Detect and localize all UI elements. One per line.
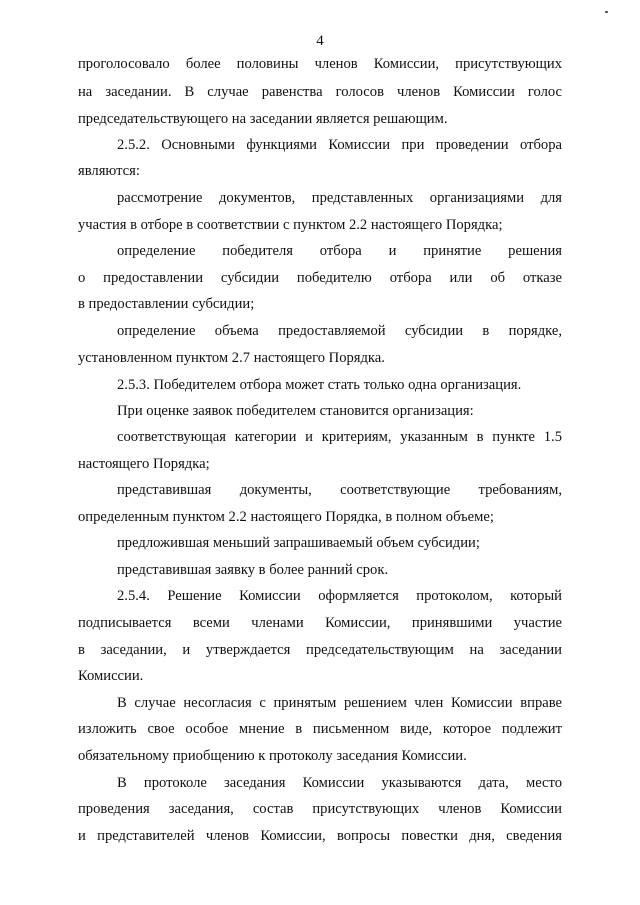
text-line: определенным пунктом 2.2 настоящего Порядка, в полном объеме; [78,509,494,525]
text-line: в предоставлении субсидии; [78,296,255,312]
paragraph-start: представившая документы, соответствующие требованиям, [117,482,562,498]
paragraph-start: В случае несогласия с принятым решением член Комиссии вправе [117,695,562,711]
text-line: установленном пунктом 2.7 настоящего Порядка. [78,350,385,366]
page-number: 4 [316,33,324,49]
scan-speck [605,11,608,13]
paragraph-start: 2.5.2. Основными функциями Комиссии при проведении отбора [117,137,562,153]
text-line: обязательному приобщению к протоколу заседания Комиссии. [78,748,467,764]
paragraph-start: В протоколе заседания Комиссии указываются дата, место [117,775,562,791]
paragraph-start: определение победителя отбора и принятие решения [117,243,562,259]
text-line: проголосовало более половины членов Комиссии, присутствующих [78,56,562,72]
text-line: настоящего Порядка; [78,456,210,472]
text-line: в заседании, и утверждается председательствующим на заседании [78,642,562,658]
text-line: Комиссии. [78,668,144,684]
text-line: и представителей членов Комиссии, вопросы повестки дня, сведения [78,828,562,844]
text-line: на заседании. В случае равенства голосов членов Комиссии голос [78,84,562,100]
text-line: председательствующего на заседании является решающим. [78,111,448,127]
text-line: изложить свое особое мнение в письменном виде, которое подлежит [78,721,562,737]
paragraph-start: соответствующая категории и критериям, указанным в пункте 1.5 [117,429,562,445]
paragraph-start: предложившая меньший запрашиваемый объем субсидии; [117,535,480,551]
text-line: проведения заседания, состав присутствующих членов Комиссии [78,801,562,817]
paragraph-start: рассмотрение документов, представленных организациями для [117,190,562,206]
text-line: участия в отборе в соответствии с пунктом 2.2 настоящего Порядка; [78,217,503,233]
paragraph-start: определение объема предоставляемой субсидии в порядке, [117,323,562,339]
text-line: являются: [78,163,140,179]
text-line: подписывается всеми членами Комиссии, принявшими участие [78,615,562,631]
paragraph-start: 2.5.4. Решение Комиссии оформляется протоколом, который [117,588,562,604]
paragraph-start: 2.5.3. Победителем отбора может стать только одна организация. [117,377,522,393]
text-line: о предоставлении субсидии победителю отбора или об отказе [78,270,562,286]
paragraph-start: представившая заявку в более ранний срок. [117,562,389,578]
paragraph-start: При оценке заявок победителем становится организация: [117,403,474,419]
